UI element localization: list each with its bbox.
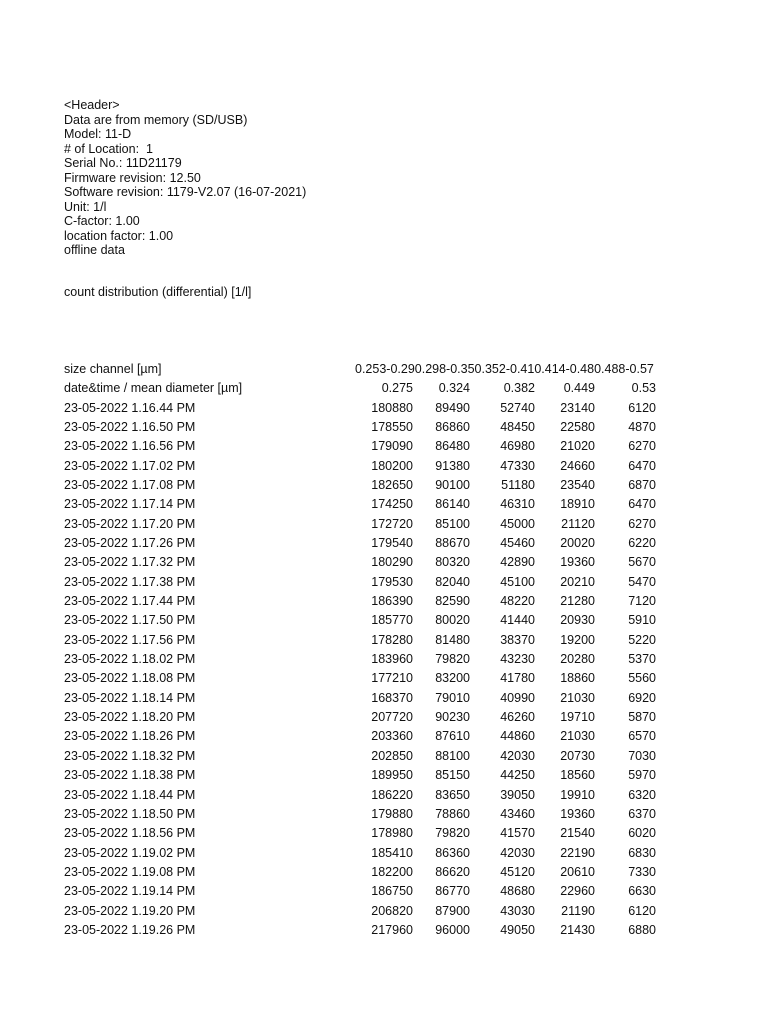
row-count-value: 79820 [435,826,470,841]
row-count-value: 46260 [500,710,535,725]
row-count-value: 87900 [435,903,470,918]
row-count-value: 19710 [560,710,595,725]
table-row [0,846,768,865]
row-count-value: 177210 [371,671,413,686]
row-count-value: 172720 [371,516,413,531]
row-count-value: 38370 [500,632,535,647]
row-count-value: 44860 [500,729,535,744]
row-count-value: 7030 [628,748,656,763]
table-row [0,671,768,690]
row-datetime: 23-05-2022 1.17.02 PM [64,458,196,473]
row-count-value: 5670 [628,555,656,570]
table-row [0,865,768,884]
row-count-value: 186220 [371,787,413,802]
row-count-value: 202850 [371,748,413,763]
row-count-value: 178550 [371,419,413,434]
row-count-value: 217960 [371,922,413,937]
table-row [0,904,768,923]
row-count-value: 179880 [371,806,413,821]
table-row [0,923,768,942]
row-count-value: 46310 [500,497,535,512]
row-count-value: 80020 [435,613,470,628]
row-datetime: 23-05-2022 1.19.20 PM [64,903,196,918]
row-count-value: 6370 [628,806,656,821]
header-line: # of Location: 1 [64,141,153,156]
size-channel-values: 0.253-0.290.298-0.350.352-0.410.414-0.480.488-0.57 [355,362,654,376]
size-channel-row [0,362,768,381]
table-row [0,652,768,671]
row-count-value: 80320 [435,555,470,570]
mean-diameter-value: 0.53 [631,381,656,395]
row-count-value: 185770 [371,613,413,628]
row-count-value: 21280 [560,594,595,608]
table-row [0,633,768,652]
row-datetime: 23-05-2022 1.18.20 PM [64,710,196,725]
row-datetime: 23-05-2022 1.17.14 PM [64,497,196,512]
row-count-value: 49050 [500,922,535,937]
row-datetime: 23-05-2022 1.17.44 PM [64,594,196,608]
row-count-value: 81480 [435,632,470,647]
header-line: offline data [64,243,125,257]
row-count-value: 179530 [371,574,413,589]
row-count-value: 86140 [435,497,470,512]
row-count-value: 42030 [500,748,535,763]
header-line: <Header> [64,98,120,112]
row-count-value: 182650 [371,477,413,492]
row-count-value: 207720 [371,710,413,725]
row-count-value: 45100 [500,574,535,589]
row-datetime: 23-05-2022 1.17.56 PM [64,632,196,647]
row-count-value: 21030 [560,690,595,705]
table-row [0,536,768,555]
header-block [64,98,306,258]
row-count-value: 179540 [371,535,413,550]
row-count-value: 19910 [560,787,595,802]
table-row [0,517,768,536]
table-row [0,729,768,748]
row-count-value: 174250 [371,497,413,512]
table-row [0,555,768,574]
row-count-value: 90230 [435,710,470,725]
table-row [0,826,768,845]
row-count-value: 43460 [500,806,535,821]
row-count-value: 48450 [500,419,535,434]
row-count-value: 89490 [435,400,470,415]
row-count-value: 21190 [561,903,595,918]
row-datetime: 23-05-2022 1.16.44 PM [64,400,196,415]
row-count-value: 87610 [435,729,470,744]
row-count-value: 23140 [560,400,595,415]
header-line: Model: 11-D [64,127,132,141]
row-datetime: 23-05-2022 1.19.14 PM [64,884,196,899]
mean-diameter-value: 0.275 [381,381,413,395]
row-datetime: 23-05-2022 1.18.02 PM [64,652,196,667]
row-count-value: 91380 [435,458,470,473]
row-count-value: 6880 [628,922,656,937]
row-count-value: 6270 [628,439,656,454]
row-datetime: 23-05-2022 1.16.50 PM [64,419,196,434]
row-datetime: 23-05-2022 1.18.38 PM [64,768,196,783]
row-count-value: 185410 [371,845,413,860]
row-count-value: 19360 [560,555,595,570]
row-datetime: 23-05-2022 1.16.56 PM [64,439,196,454]
row-count-value: 48220 [500,594,535,608]
row-count-value: 179090 [371,439,413,454]
row-count-value: 22190 [560,845,595,860]
row-count-value: 7330 [628,864,656,879]
row-count-value: 6470 [628,497,656,512]
row-count-value: 82040 [435,574,470,589]
row-datetime: 23-05-2022 1.18.14 PM [64,690,196,705]
row-count-value: 6570 [628,729,656,744]
table-row [0,788,768,807]
row-count-value: 178980 [371,826,413,841]
row-count-value: 86770 [435,884,470,899]
table-row [0,497,768,516]
table-row [0,575,768,594]
row-count-value: 6870 [628,477,656,492]
mean-diameter-row [0,381,768,400]
row-count-value: 182200 [371,864,413,879]
header-line: Unit: 1/l [64,199,107,214]
row-count-value: 4870 [628,419,656,434]
row-count-value: 46980 [500,439,535,454]
table-row [0,691,768,710]
row-count-value: 88100 [435,748,470,763]
row-count-value: 21430 [560,922,595,937]
table-row [0,710,768,729]
row-count-value: 186390 [371,594,413,608]
row-datetime: 23-05-2022 1.18.32 PM [64,748,196,763]
row-count-value: 86480 [435,439,470,454]
table-row [0,459,768,478]
row-count-value: 5220 [628,632,656,647]
table-row [0,807,768,826]
distribution-subtitle: count distribution (differential) [1/l] [64,285,252,299]
row-count-value: 6020 [628,826,656,841]
row-count-value: 83650 [435,787,470,802]
table-row [0,401,768,420]
row-datetime: 23-05-2022 1.19.08 PM [64,864,196,879]
table-row [0,594,768,613]
row-count-value: 20610 [560,864,595,879]
row-count-value: 21020 [560,439,595,454]
row-count-value: 42030 [500,845,535,860]
row-count-value: 168370 [371,690,413,705]
row-count-value: 44250 [500,768,535,783]
row-datetime: 23-05-2022 1.19.02 PM [64,845,196,860]
row-count-value: 79820 [435,652,470,667]
row-count-value: 48680 [500,884,535,899]
row-count-value: 43030 [500,903,535,918]
row-count-value: 82590 [435,594,470,608]
row-datetime: 23-05-2022 1.17.50 PM [64,613,196,628]
row-count-value: 5370 [628,652,656,667]
row-count-value: 23540 [560,477,595,492]
row-count-value: 47330 [500,458,535,473]
row-datetime: 23-05-2022 1.17.20 PM [64,516,196,531]
row-count-value: 6830 [628,845,656,860]
row-datetime: 23-05-2022 1.18.26 PM [64,729,196,744]
row-datetime: 23-05-2022 1.17.26 PM [64,535,196,550]
row-count-value: 88670 [435,535,470,550]
row-count-value: 186750 [371,884,413,899]
table-row [0,613,768,632]
mean-diameter-value: 0.324 [438,381,470,395]
row-count-value: 85150 [435,768,470,783]
table-row [0,749,768,768]
row-count-value: 189950 [371,768,413,783]
header-line: location factor: 1.00 [64,228,174,243]
row-count-value: 96000 [435,922,470,937]
row-count-value: 41780 [500,671,535,686]
row-datetime: 23-05-2022 1.18.56 PM [64,826,196,841]
row-count-value: 40990 [500,690,535,705]
row-count-value: 22960 [560,884,595,899]
table-row [0,884,768,903]
row-count-value: 180880 [371,400,413,415]
size-channel-label: size channel [µm] [64,362,162,376]
row-count-value: 86620 [435,864,470,879]
row-count-value: 78860 [435,806,470,821]
row-count-value: 85100 [435,516,470,531]
row-count-value: 5970 [628,768,656,783]
row-count-value: 6320 [628,787,656,802]
row-datetime: 23-05-2022 1.18.08 PM [64,671,196,686]
row-count-value: 5910 [628,613,656,628]
row-count-value: 203360 [371,729,413,744]
row-count-value: 20280 [560,652,595,667]
row-count-value: 45000 [500,516,535,531]
row-count-value: 19200 [560,632,595,647]
row-count-value: 43230 [500,652,535,667]
row-count-value: 6120 [628,400,656,415]
header-line: C-factor: 1.00 [64,214,140,228]
row-count-value: 180290 [371,555,413,570]
row-count-value: 24660 [560,458,595,473]
row-count-value: 79010 [435,690,470,705]
row-datetime: 23-05-2022 1.17.08 PM [64,477,196,492]
row-datetime: 23-05-2022 1.19.26 PM [64,922,196,937]
table-row [0,439,768,458]
row-count-value: 18860 [560,671,595,686]
row-count-value: 39050 [500,787,535,802]
row-count-value: 183960 [371,652,413,667]
row-count-value: 83200 [435,671,470,686]
row-datetime: 23-05-2022 1.18.50 PM [64,806,196,821]
row-count-value: 52740 [500,400,535,415]
row-count-value: 206820 [371,903,413,918]
row-count-value: 90100 [435,477,470,492]
row-count-value: 86860 [435,419,470,434]
row-count-value: 5470 [628,574,656,589]
row-count-value: 45460 [500,535,535,550]
row-datetime: 23-05-2022 1.18.44 PM [64,787,196,802]
row-count-value: 6120 [628,903,656,918]
table-row [0,768,768,787]
row-count-value: 20020 [560,535,595,550]
row-count-value: 51180 [501,477,535,492]
row-count-value: 18910 [560,497,595,512]
header-line: Firmware revision: 12.50 [64,170,201,185]
row-count-value: 7120 [628,594,656,608]
row-count-value: 21030 [560,729,595,744]
row-count-value: 20930 [560,613,595,628]
header-line: Software revision: 1179-V2.07 (16-07-2021) [64,185,307,199]
row-count-value: 19360 [560,806,595,821]
row-count-value: 5560 [628,671,656,686]
row-count-value: 6920 [628,690,656,705]
row-count-value: 178280 [371,632,413,647]
row-count-value: 86360 [435,845,470,860]
row-count-value: 20730 [560,748,595,763]
row-datetime: 23-05-2022 1.17.32 PM [64,555,196,570]
row-count-value: 45120 [500,864,535,879]
row-count-value: 42890 [500,555,535,570]
row-count-value: 6630 [628,884,656,899]
row-count-value: 6270 [628,516,656,531]
row-count-value: 21120 [561,516,595,531]
row-count-value: 41570 [500,826,535,841]
row-count-value: 41440 [500,613,535,628]
row-datetime: 23-05-2022 1.17.38 PM [64,574,196,589]
header-line: Serial No.: 11D21179 [64,156,182,170]
header-line: Data are from memory (SD/USB) [64,112,248,127]
table-row [0,420,768,439]
row-count-value: 21540 [560,826,595,841]
mean-diameter-label: date&time / mean diameter [µm] [64,381,243,395]
row-count-value: 18560 [560,768,595,783]
mean-diameter-value: 0.382 [503,381,535,395]
row-count-value: 6220 [628,535,656,550]
row-count-value: 6470 [628,458,656,473]
row-count-value: 180200 [371,458,413,473]
mean-diameter-value: 0.449 [563,381,595,395]
row-count-value: 5870 [628,710,656,725]
row-count-value: 22580 [560,419,595,434]
table-row [0,478,768,497]
row-count-value: 20210 [560,574,595,589]
